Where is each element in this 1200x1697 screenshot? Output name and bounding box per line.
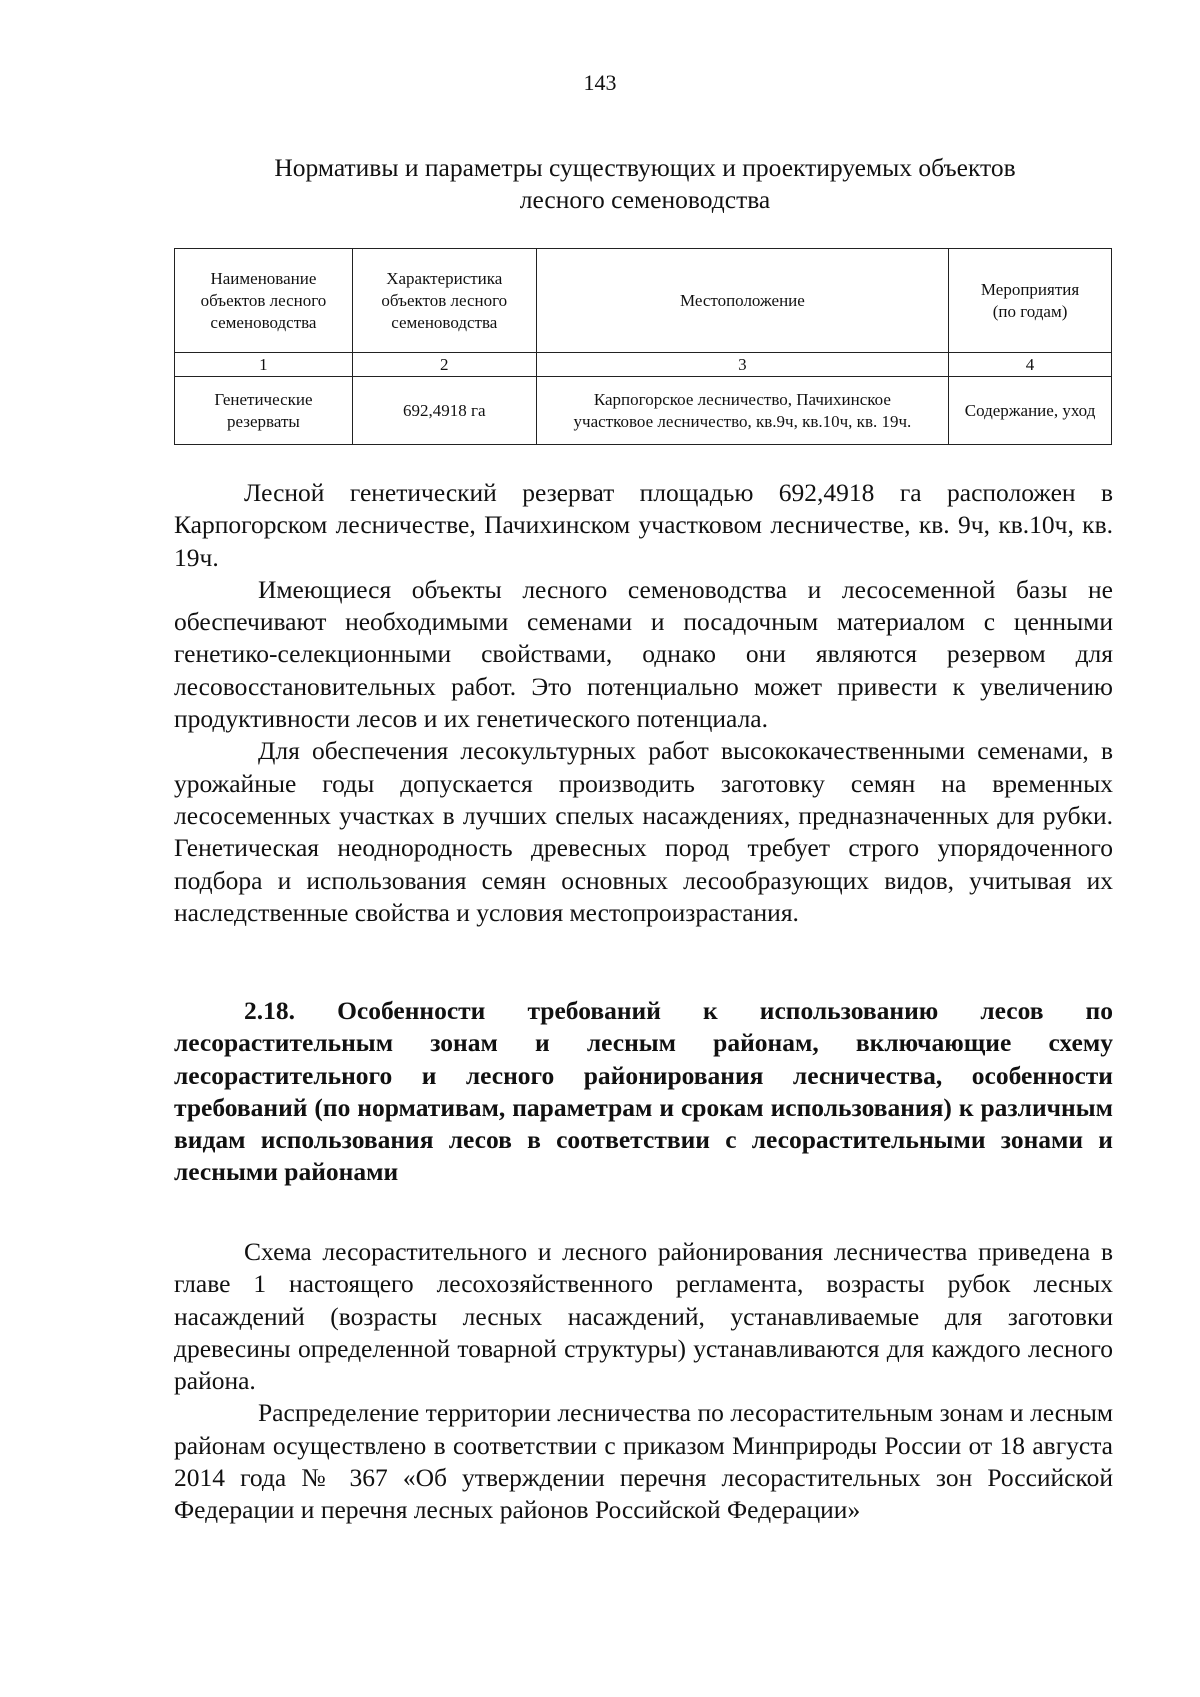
table-header-row — [175, 249, 1112, 353]
paragraph-seed-objects: Имеющиеся объекты лесного семеноводства и лесосеменной базы не обеспечивают необходимыми семенами и посадочным материалом с ценными генетико-селекционными свойствами, однако они являются резервом для лесовосстановительных работ. Это потенциально может привести к увеличению продуктивности лесов и их генетического потенциала. — [174, 574, 1113, 734]
paragraph-seed-harvesting: Для обеспечения лесокультурных работ высококачественными семенами, в урожайные годы допускается производить заготовку семян на временных лесосеменных участках в лучших спелых насаждениях, предназначенных для рубки. Генетическая неоднородность древесных пород требует строго упорядоченного подбора и использования семян основных лесообразующих видов, учитывая их наследственные свойства и условия местопроизрастания. — [174, 736, 1113, 927]
paragraph-zoning-scheme: Схема лесорастительного и лесного районирования лесничества приведена в главе 1 настоящего лесохозяйственного регламента, возрасты рубок лесных насаждений (возрасты лесных насаждений, устанавливаемые для заготовки древесины определенной товарной структуры) устанавливаются для каждого лесного района. — [174, 1237, 1113, 1396]
paragraph-genetic-reserve: Лесной генетический резерват площадью 692,4918 га расположен в Карпогорском лесничестве, Пачихинском участковом лесничестве, кв. 9ч, кв.10ч, кв. 19ч. — [174, 478, 1113, 572]
header-location: Местоположение — [536, 249, 948, 353]
cell-object-name: Генетические резерваты — [175, 377, 353, 445]
section-2-18 — [174, 995, 1113, 1189]
column-number: 2 — [352, 353, 536, 377]
table-title — [240, 152, 1050, 216]
section-heading: 2.18. Особенности требований к использованию лесов по лесорастительным зонам и лесным районам, включающие схему лесорастительного и лесного районирования лесничества, особенности требований (по нормативам, параметрам и срокам использования) к различным видам использования лесов в соответствии с лесорастительными зонами и лесными районами — [174, 996, 1113, 1187]
body-text-section-2 — [174, 1236, 1113, 1527]
header-characteristic: Характеристика объектов лесного семеноводства — [352, 249, 536, 353]
column-number: 1 — [175, 353, 353, 377]
column-number: 4 — [949, 353, 1112, 377]
header-object-name: Наименование объектов лесного семеноводства — [175, 249, 353, 353]
cell-location: Карпогорское лесничество, Пачихинское участковое лесничество, кв.9ч, кв.10ч, кв. 19ч. — [536, 377, 948, 445]
paragraph-territory-distribution: Распределение территории лесничества по лесорастительным зонам и лесным районам осуществлено в соответствии с приказом Минприроды России от 18 августа 2014 года № 367 «Об утверждении перечня лесорастительных зон Российской Федерации и перечня лесных районов Российской Федерации» — [174, 1398, 1113, 1525]
table-column-numbers-row — [175, 353, 1112, 377]
table-row — [175, 377, 1112, 445]
table-title-line-2: лесного семеноводства — [519, 185, 771, 214]
seed-objects-table — [174, 248, 1112, 445]
header-measures: Мероприятия (по годам) — [949, 249, 1112, 353]
table-title-line-1: Нормативы и параметры существующих и проектируемых объектов — [274, 153, 1016, 182]
column-number: 3 — [536, 353, 948, 377]
page-number: 143 — [583, 70, 617, 95]
cell-measures: Содержание, уход — [949, 377, 1112, 445]
cell-characteristic: 692,4918 га — [352, 377, 536, 445]
body-text-section-1 — [174, 477, 1113, 929]
